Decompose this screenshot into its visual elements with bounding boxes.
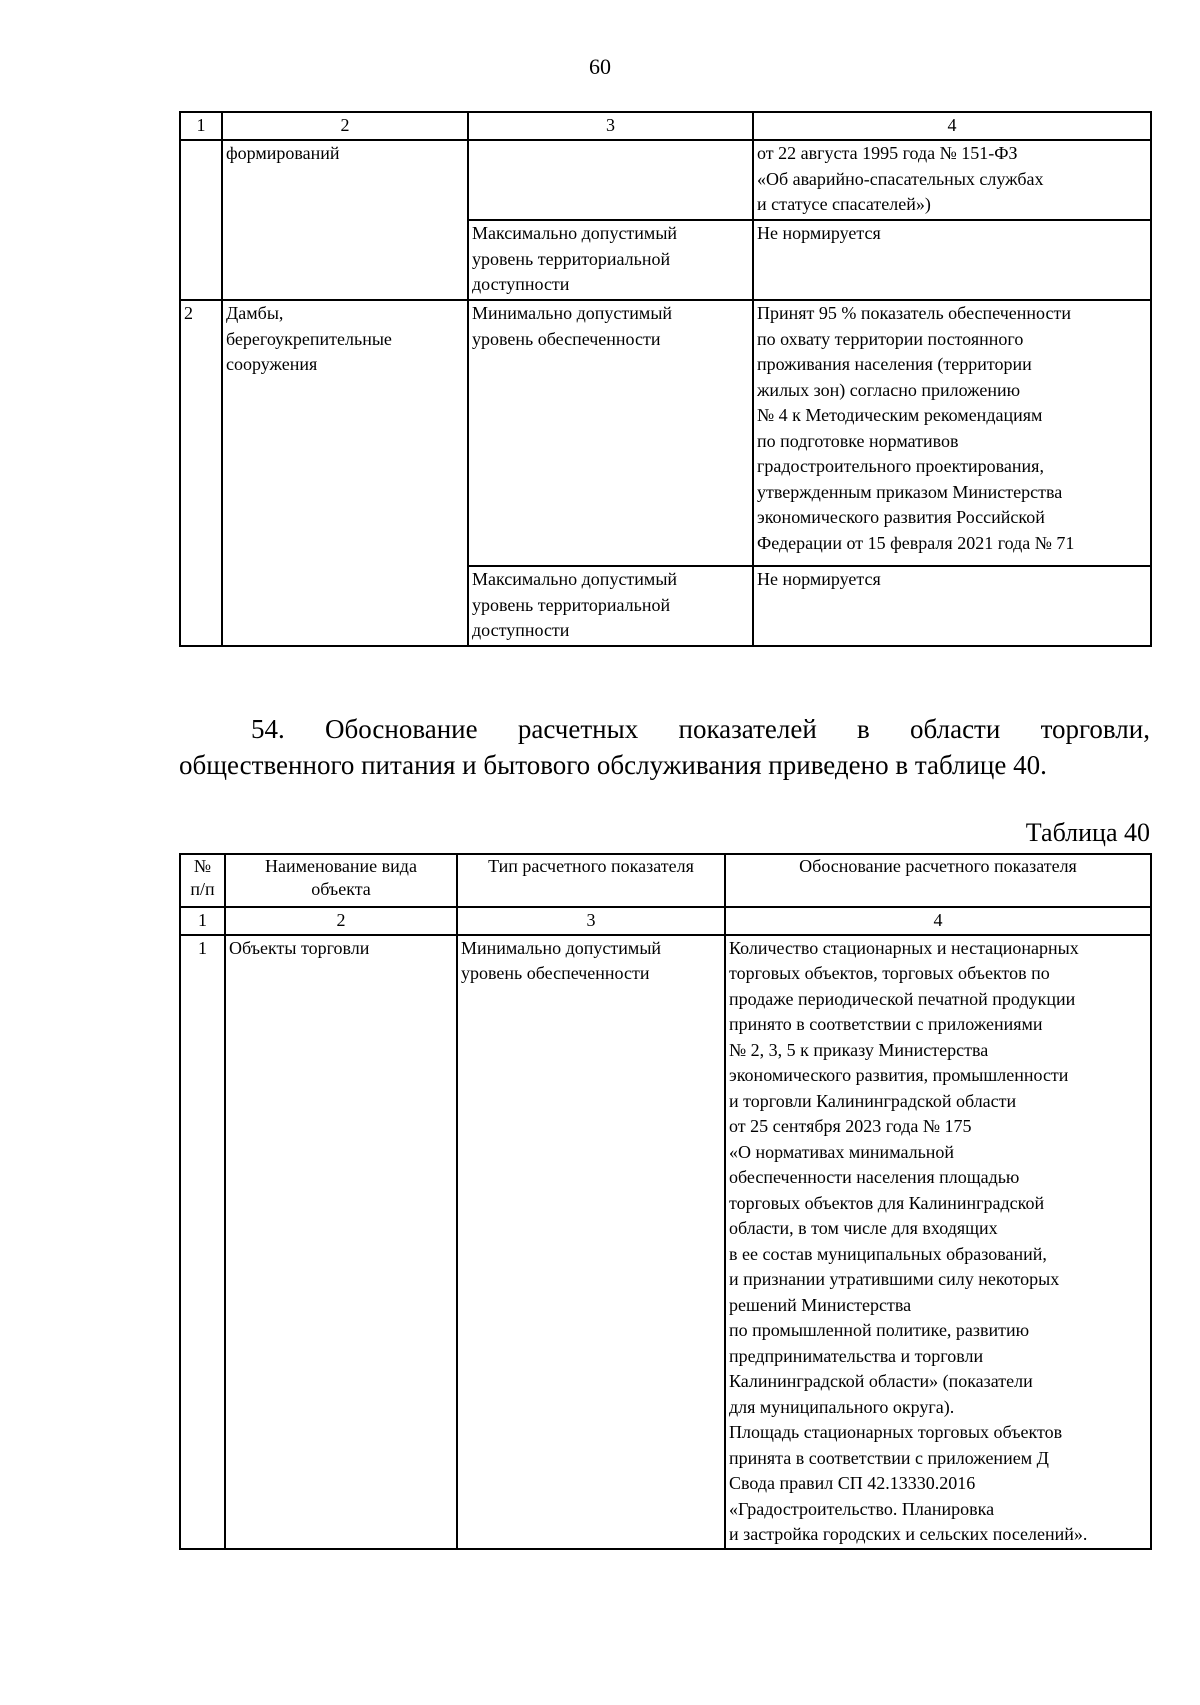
cell-line: по промышленной политике, развитию	[729, 1320, 1030, 1340]
cell-line: уровень обеспеченности	[472, 328, 661, 349]
column-number: 1	[180, 112, 222, 140]
cell-line: сооружения	[226, 354, 318, 374]
cell-line: обеспеченности населения площадью	[729, 1167, 1020, 1187]
indicator-type-cell	[457, 935, 725, 1549]
cell-line: уровень обеспеченности	[461, 963, 650, 983]
table-row	[180, 140, 1151, 220]
page-number: 60	[589, 54, 611, 79]
cell-line: решений Министерства	[729, 1294, 912, 1315]
cell-line: Тип расчетного показателя	[488, 856, 694, 876]
cell-line: Дамбы,	[226, 303, 284, 323]
cell-line: формирований	[226, 143, 340, 163]
indicator-type-cell	[468, 220, 753, 300]
basis-cell	[725, 935, 1151, 1549]
indicator-type-cell	[468, 300, 753, 566]
header-basis	[725, 854, 1151, 907]
cell-line: экономического развития, промышленности	[729, 1065, 1069, 1085]
cell-line: п/п	[190, 879, 215, 899]
cell-line: Принят 95 % показатель обеспеченности	[757, 303, 1071, 323]
table-index-row	[180, 907, 1151, 935]
paragraph-word: области	[910, 714, 1001, 744]
cell-line: Наименование вида	[265, 856, 417, 876]
cell-line: «Об аварийно-спасательных службах	[757, 168, 1044, 189]
table-row	[180, 935, 1151, 1549]
cell-line: доступности	[472, 620, 570, 640]
cell-line: принята в соответствии с приложением Д	[729, 1447, 1049, 1468]
basis-cell	[753, 220, 1151, 300]
cell-line: торговых объектов, торговых объектов по	[729, 963, 1050, 983]
table-caption: Таблица 40	[1025, 818, 1150, 847]
cell-line: Максимально допустимый	[472, 569, 678, 589]
cell-line: Минимально допустимый	[472, 303, 673, 323]
cell-line: доступности	[472, 274, 570, 294]
cell-line: Не нормируется	[757, 569, 881, 589]
cell-line: уровень территориальной	[472, 594, 671, 615]
cell-line: предпринимательства и торговли	[729, 1345, 984, 1366]
cell-line: продаже периодической печатной продукции	[729, 988, 1076, 1009]
cell-line: от 25 сентября 2023 года № 175	[729, 1116, 972, 1136]
paragraph-line: общественного питания и бытового обслуживания приведено в таблице 40.	[179, 750, 1047, 780]
cell-line: и застройка городских и сельских поселений».	[729, 1524, 1088, 1544]
cell-line: Федерации от 15 февраля 2021 года № 71	[757, 532, 1075, 553]
column-number: 3	[457, 907, 725, 935]
cell-line: № 2, 3, 5 к приказу Министерства	[729, 1039, 989, 1060]
cell-line: «Градостроительство. Планировка	[729, 1498, 995, 1519]
basis-cell	[753, 300, 1151, 566]
cell-line: принято в соответствии с приложениями	[729, 1014, 1043, 1034]
table-header-row	[180, 854, 1151, 907]
object-name-cell	[225, 935, 457, 1549]
object-name-cell	[222, 300, 468, 646]
row-number-cell	[180, 935, 225, 1549]
cell-line: проживания населения (территории	[757, 354, 1032, 374]
table-header-row	[180, 112, 1151, 140]
cell-line: для муниципального округа).	[729, 1396, 955, 1417]
paragraph-word: в	[857, 714, 870, 744]
cell-line: и признании утратившими силу некоторых	[729, 1269, 1060, 1289]
column-number: 3	[468, 112, 753, 140]
cell-line: торговых объектов для Калининградской	[729, 1192, 1045, 1213]
cell-line: и торговли Калининградской области	[729, 1090, 1017, 1111]
cell-line: в ее состав муниципальных образований,	[729, 1243, 1047, 1264]
paragraph-word: расчетных	[517, 714, 639, 744]
cell-line: Объекты торговли	[229, 937, 370, 958]
row-number-cell	[180, 140, 222, 300]
header-object-name	[225, 854, 457, 907]
cell-line: 1	[198, 937, 207, 958]
column-number: 2	[225, 907, 457, 935]
cell-line: Калининградской области» (показатели	[729, 1371, 1033, 1391]
cell-line: №	[193, 856, 212, 876]
object-name-cell	[222, 140, 468, 300]
header-number	[180, 854, 225, 907]
cell-line: объекта	[311, 879, 371, 899]
cell-line: Площадь стационарных торговых объектов	[729, 1422, 1063, 1442]
table-40	[179, 853, 1152, 1550]
cell-line: уровень территориальной	[472, 248, 671, 269]
indicator-type-cell	[468, 140, 753, 220]
paragraph-word: показателей	[678, 714, 817, 744]
indicator-type-cell	[468, 566, 753, 646]
paragraph-line	[179, 711, 1150, 747]
row-number-cell	[180, 300, 222, 646]
cell-line: от 22 августа 1995 года № 151-ФЗ	[757, 143, 1018, 163]
cell-line: 2	[184, 303, 193, 323]
cell-line: по охвату территории постоянного	[757, 328, 1024, 349]
paragraph-word: Обоснование	[325, 714, 478, 744]
cell-line: Количество стационарных и нестационарных	[729, 937, 1079, 958]
column-number: 2	[222, 112, 468, 140]
cell-line: утвержденным приказом Министерства	[757, 481, 1063, 502]
cell-line: Минимально допустимый	[461, 937, 662, 958]
cell-line: № 4 к Методическим рекомендациям	[757, 405, 1043, 425]
basis-cell	[753, 140, 1151, 220]
cell-line: Обоснование расчетного показателя	[799, 856, 1077, 876]
continuation-table	[179, 111, 1152, 647]
cell-line: Максимально допустимый	[472, 223, 678, 243]
cell-line: Свода правил СП 42.13330.2016	[729, 1473, 976, 1493]
cell-line: жилых зон) согласно приложению	[757, 379, 1021, 400]
cell-line: берегоукрепительные	[226, 328, 392, 349]
cell-line: и статусе спасателей»)	[757, 194, 931, 214]
basis-cell	[753, 566, 1151, 646]
cell-line: по подготовке нормативов	[757, 430, 959, 451]
column-number: 4	[725, 907, 1151, 935]
cell-line: «О нормативах минимальной	[729, 1141, 955, 1162]
paragraph-54	[179, 711, 1150, 783]
column-number: 1	[180, 907, 225, 935]
table-row	[180, 300, 1151, 566]
cell-line: области, в том числе для входящих	[729, 1218, 998, 1238]
cell-line: экономического развития Российской	[757, 507, 1045, 527]
paragraph-word: торговли,	[1040, 714, 1150, 744]
cell-line: градостроительного проектирования,	[757, 456, 1044, 476]
header-indicator-type	[457, 854, 725, 907]
paragraph-word: 54.	[251, 714, 285, 744]
column-number: 4	[753, 112, 1151, 140]
cell-line: Не нормируется	[757, 223, 881, 243]
